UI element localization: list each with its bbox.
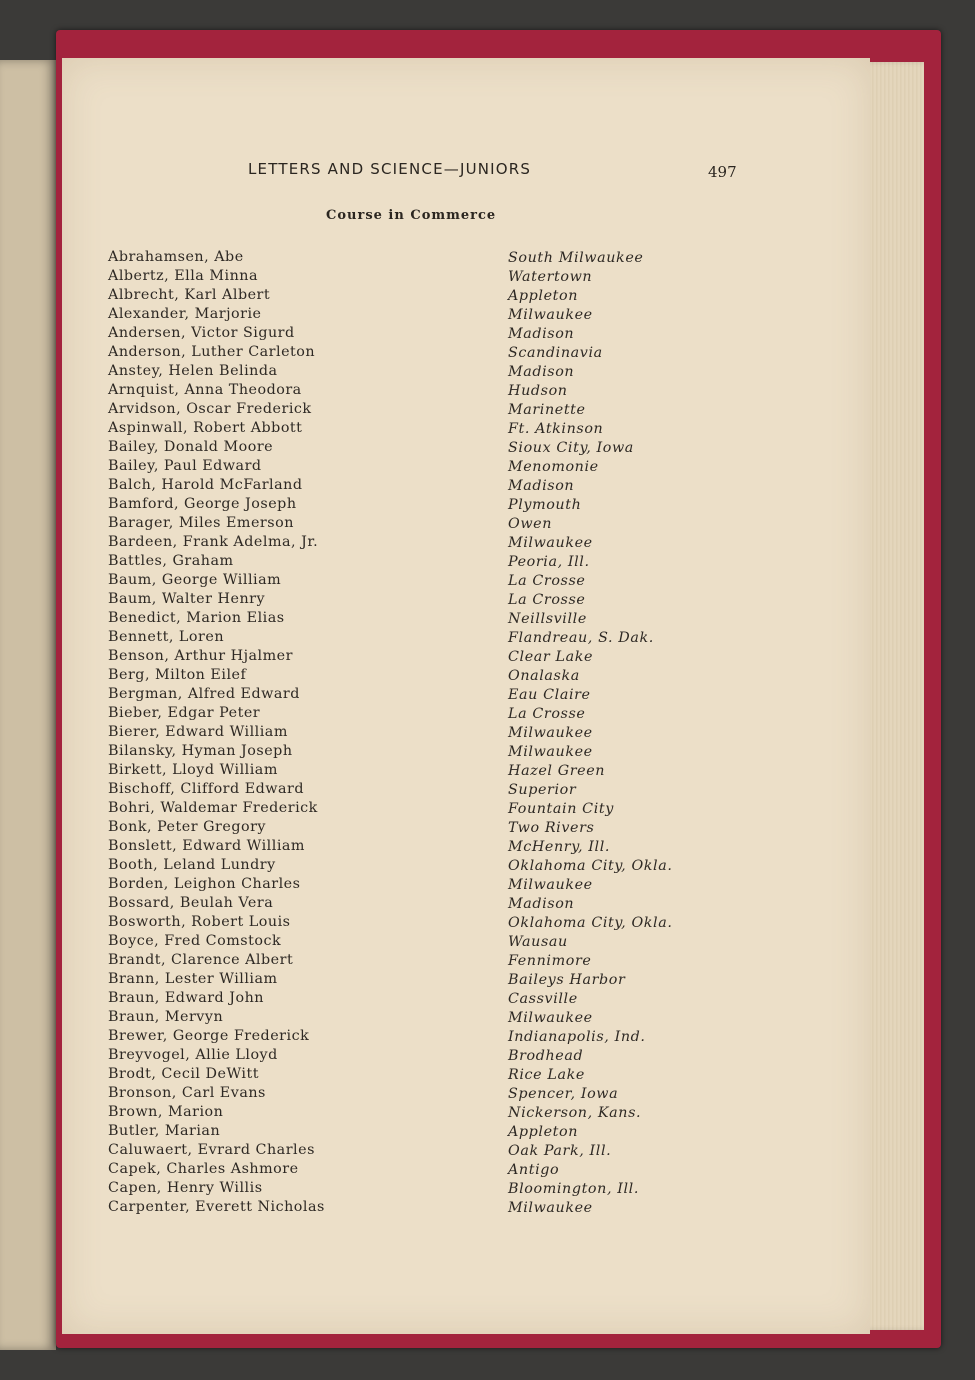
student-hometown: Milwaukee xyxy=(508,877,593,893)
student-name: Bossard, Beulah Vera xyxy=(108,895,274,911)
student-name: Balch, Harold McFarland xyxy=(108,477,303,493)
student-name: Bardeen, Frank Adelma, Jr. xyxy=(108,534,319,550)
student-name: Borden, Leighon Charles xyxy=(108,876,301,892)
student-hometown: Oklahoma City, Okla. xyxy=(508,858,673,874)
hometowns-column xyxy=(508,249,672,1218)
student-hometown: Ft. Atkinson xyxy=(508,421,604,437)
student-hometown: La Crosse xyxy=(508,592,586,608)
student-hometown: Rice Lake xyxy=(508,1067,585,1083)
student-hometown: Bloomington, Ill. xyxy=(508,1181,639,1197)
student-hometown: Neillsville xyxy=(508,611,587,627)
student-name: Bailey, Donald Moore xyxy=(108,439,274,455)
student-hometown: Madison xyxy=(508,364,575,380)
student-name: Benson, Arthur Hjalmer xyxy=(108,648,293,664)
student-hometown: Milwaukee xyxy=(508,744,593,760)
student-hometown: McHenry, Ill. xyxy=(508,839,611,855)
student-name: Caluwaert, Evrard Charles xyxy=(108,1142,315,1158)
student-hometown: Peoria, Ill. xyxy=(508,554,590,570)
student-name: Berg, Milton Eilef xyxy=(108,667,247,683)
student-name: Brandt, Clarence Albert xyxy=(108,952,294,968)
student-hometown: Two Rivers xyxy=(508,820,595,836)
student-name: Brodt, Cecil DeWitt xyxy=(108,1066,259,1082)
student-name: Braun, Mervyn xyxy=(108,1009,224,1025)
student-name: Baum, Walter Henry xyxy=(108,591,266,607)
student-name: Bosworth, Robert Louis xyxy=(108,914,291,930)
student-name: Brann, Lester William xyxy=(108,971,278,987)
student-hometown: Flandreau, S. Dak. xyxy=(508,630,654,646)
student-hometown: Madison xyxy=(508,478,575,494)
student-hometown: Cassville xyxy=(508,991,578,1007)
page-block-edge xyxy=(862,62,924,1330)
student-name: Bilansky, Hyman Joseph xyxy=(108,743,293,759)
student-name: Capen, Henry Willis xyxy=(108,1180,263,1196)
student-hometown: Antigo xyxy=(508,1162,560,1178)
student-hometown: Spencer, Iowa xyxy=(508,1086,619,1102)
student-name: Booth, Leland Lundry xyxy=(108,857,276,873)
student-hometown: Milwaukee xyxy=(508,1010,593,1026)
previous-page-edge xyxy=(0,60,56,1350)
student-name: Bamford, George Joseph xyxy=(108,496,297,512)
student-hometown: Madison xyxy=(508,896,575,912)
section-heading: Course in Commerce xyxy=(326,208,497,223)
student-name: Bonk, Peter Gregory xyxy=(108,819,266,835)
student-hometown: Oklahoma City, Okla. xyxy=(508,915,673,931)
student-hometown: Clear Lake xyxy=(508,649,594,665)
student-name: Carpenter, Everett Nicholas xyxy=(108,1199,325,1215)
student-name: Braun, Edward John xyxy=(108,990,265,1006)
student-hometown: Fountain City xyxy=(508,801,614,817)
student-name: Albrecht, Karl Albert xyxy=(108,287,271,303)
student-name: Albertz, Ella Minna xyxy=(108,268,259,284)
student-hometown: Watertown xyxy=(508,269,593,285)
student-hometown: Owen xyxy=(508,516,553,532)
student-hometown: Oak Park, Ill. xyxy=(508,1143,612,1159)
student-hometown: Sioux City, Iowa xyxy=(508,440,634,456)
student-name: Brown, Marion xyxy=(108,1104,224,1120)
student-name: Arvidson, Oscar Frederick xyxy=(108,401,312,417)
student-name: Bailey, Paul Edward xyxy=(108,458,262,474)
student-name: Bischoff, Clifford Edward xyxy=(108,781,305,797)
student-hometown: Plymouth xyxy=(508,497,582,513)
student-name: Birkett, Lloyd William xyxy=(108,762,278,778)
student-hometown: Superior xyxy=(508,782,577,798)
student-hometown: Menomonie xyxy=(508,459,599,475)
student-hometown: Hudson xyxy=(508,383,568,399)
student-hometown: Madison xyxy=(508,326,575,342)
student-hometown: La Crosse xyxy=(508,706,586,722)
student-hometown: Fennimore xyxy=(508,953,592,969)
student-name: Bonslett, Edward William xyxy=(108,838,305,854)
student-hometown: Marinette xyxy=(508,402,586,418)
student-hometown: South Milwaukee xyxy=(508,250,644,266)
student-hometown: Hazel Green xyxy=(508,763,606,779)
student-name: Alexander, Marjorie xyxy=(108,306,262,322)
student-name: Bergman, Alfred Edward xyxy=(108,686,300,702)
student-name: Barager, Miles Emerson xyxy=(108,515,294,531)
student-hometown: Nickerson, Kans. xyxy=(508,1105,642,1121)
student-hometown: Milwaukee xyxy=(508,1200,593,1216)
student-name: Baum, George William xyxy=(108,572,282,588)
student-name: Benedict, Marion Elias xyxy=(108,610,285,626)
running-header: LETTERS AND SCIENCE—JUNIORS xyxy=(248,160,532,178)
student-name: Bieber, Edgar Peter xyxy=(108,705,261,721)
student-name: Anstey, Helen Belinda xyxy=(108,363,278,379)
student-name: Andersen, Victor Sigurd xyxy=(108,325,295,341)
student-name: Bennett, Loren xyxy=(108,629,225,645)
student-hometown: Eau Claire xyxy=(508,687,591,703)
student-hometown: Baileys Harbor xyxy=(508,972,626,988)
student-hometown: Wausau xyxy=(508,934,568,950)
student-name: Arnquist, Anna Theodora xyxy=(108,382,302,398)
student-name: Bronson, Carl Evans xyxy=(108,1085,266,1101)
student-name: Bierer, Edward William xyxy=(108,724,288,740)
student-name: Abrahamsen, Abe xyxy=(108,249,244,265)
student-name: Anderson, Luther Carleton xyxy=(108,344,316,360)
student-hometown: Milwaukee xyxy=(508,307,593,323)
student-hometown: Appleton xyxy=(508,288,579,304)
student-names-column xyxy=(108,248,325,1217)
student-hometown: Appleton xyxy=(508,1124,579,1140)
student-name: Aspinwall, Robert Abbott xyxy=(108,420,303,436)
student-hometown: Onalaska xyxy=(508,668,580,684)
student-name: Breyvogel, Allie Lloyd xyxy=(108,1047,278,1063)
student-name: Brewer, George Frederick xyxy=(108,1028,310,1044)
student-hometown: Milwaukee xyxy=(508,535,593,551)
student-hometown: Milwaukee xyxy=(508,725,593,741)
student-hometown: La Crosse xyxy=(508,573,586,589)
student-name: Bohri, Waldemar Frederick xyxy=(108,800,318,816)
student-name: Battles, Graham xyxy=(108,553,234,569)
student-name: Boyce, Fred Comstock xyxy=(108,933,282,949)
student-name: Butler, Marian xyxy=(108,1123,221,1139)
page-number: 497 xyxy=(708,163,737,181)
student-hometown: Brodhead xyxy=(508,1048,584,1064)
student-hometown: Indianapolis, Ind. xyxy=(508,1029,646,1045)
student-name: Capek, Charles Ashmore xyxy=(108,1161,299,1177)
student-hometown: Scandinavia xyxy=(508,345,603,361)
